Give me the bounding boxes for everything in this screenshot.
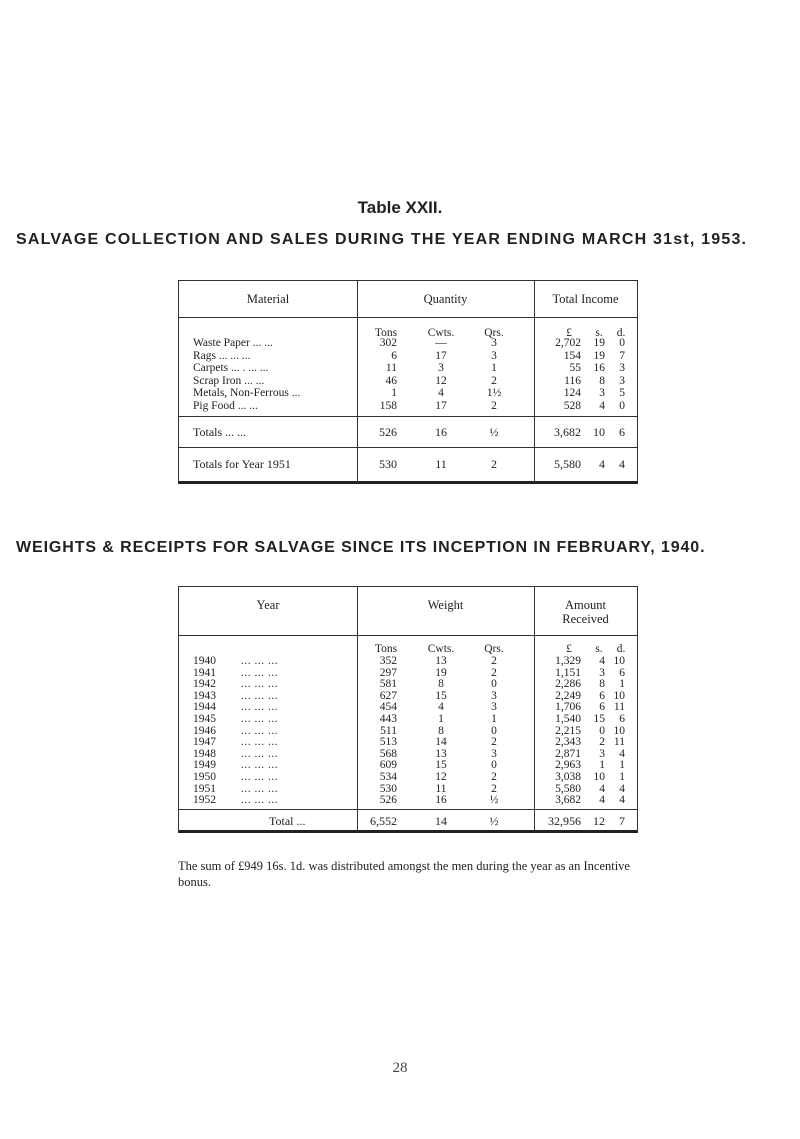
row-material: Carpets ... . ... ... [193, 362, 269, 374]
unit-shillings: s. [595, 643, 603, 655]
row-dots: ... ... ... [241, 689, 279, 702]
row-pounds: 3,682 [555, 794, 581, 807]
row-shillings: 6 [599, 689, 605, 702]
row-qrs: 2 [491, 666, 497, 679]
row-year: 1949 [193, 759, 216, 772]
totals-qrs: ½ [489, 425, 499, 439]
unit-pounds: £ [566, 327, 572, 339]
row-cwts: 17 [435, 399, 447, 412]
row-dots: ... ... ... [241, 771, 279, 783]
row-qrs: 0 [491, 724, 497, 737]
row-shillings: 4 [599, 782, 605, 795]
row-pence: 1 [619, 759, 625, 772]
row-cwts: 13 [435, 747, 447, 760]
header-quantity: Quantity [423, 292, 468, 306]
row-dots: ... ... ... [241, 724, 279, 737]
row-cwts: 11 [435, 782, 447, 795]
totals-pence: 6 [619, 425, 625, 439]
row-pence: 6 [619, 713, 625, 725]
row-pounds: 2,343 [555, 736, 581, 749]
row-cwts: 4 [438, 387, 444, 399]
row-shillings: 8 [599, 678, 605, 691]
header-amount-line1: Amount [565, 598, 606, 612]
row-cwts: — [435, 337, 447, 349]
row-cwts: 16 [435, 794, 447, 807]
row-tons: 6 [391, 349, 397, 362]
row-cwts: 15 [435, 759, 447, 772]
row-year: 1951 [193, 782, 216, 795]
row-qrs: 3 [491, 337, 497, 349]
row-tons: 526 [379, 794, 397, 807]
totals-1951-shillings: 4 [599, 457, 605, 471]
totals-cwts: 16 [435, 425, 447, 439]
row-year: 1952 [193, 794, 216, 807]
row-shillings: 6 [599, 701, 605, 714]
row-pence: 5 [619, 387, 625, 399]
row-shillings: 10 [593, 771, 605, 783]
row-tons: 568 [379, 747, 397, 760]
table-title: Table XXII. [357, 198, 443, 217]
row-pounds: 124 [563, 387, 581, 399]
row-pounds: 2,249 [555, 689, 581, 702]
row-pence: 1 [619, 678, 625, 691]
row-shillings: 8 [599, 374, 605, 387]
row-shillings: 1 [599, 759, 605, 772]
row-material: Waste Paper ... ... [193, 337, 273, 349]
row-dots: ... ... ... [241, 666, 279, 679]
row-material: Rags ... ... ... [193, 349, 251, 362]
totals-tons: 526 [379, 425, 397, 439]
row-cwts: 3 [438, 362, 444, 374]
row-tons: 46 [385, 374, 397, 387]
row-qrs: 2 [491, 655, 497, 667]
row-shillings: 3 [599, 666, 605, 679]
row-qrs: 2 [491, 736, 497, 749]
row-pence: 1 [619, 771, 625, 783]
row-shillings: 3 [599, 747, 605, 760]
row-dots: ... ... ... [241, 655, 279, 667]
unit-qrs: Qrs. [484, 643, 504, 655]
section-heading-weights-receipts: WEIGHTS & RECEIPTS FOR SALVAGE SINCE ITS INCEPTION IN FEBRUARY, 1940. [16, 539, 706, 556]
row-cwts: 4 [438, 701, 444, 714]
row-tons: 443 [379, 713, 397, 725]
row-year: 1948 [193, 747, 216, 760]
row-shillings: 15 [593, 713, 605, 725]
row-pence: 0 [619, 399, 625, 412]
row-pounds: 116 [564, 374, 581, 387]
weights-receipts-table [178, 586, 638, 833]
table-row [179, 793, 637, 807]
row-dots: ... ... ... [241, 747, 279, 760]
totals-1951-pence: 4 [619, 457, 625, 471]
row-pounds: 5,580 [555, 782, 581, 795]
row-pence: 10 [613, 689, 625, 702]
row-pence: 11 [613, 736, 625, 749]
row-pounds: 528 [563, 399, 581, 412]
unit-pence: d. [616, 643, 626, 655]
totals-1951-label: Totals for Year 1951 [193, 457, 291, 471]
row-cwts: 12 [435, 374, 447, 387]
row-pence: 4 [619, 747, 625, 760]
row-tons: 1 [391, 387, 397, 399]
grand-total-label: Total ... [269, 814, 306, 828]
footnote: The sum of £949 16s. 1d. was distributed amongst the men during the year as an Incentive bonus. [178, 859, 630, 889]
grand-total-shillings: 12 [593, 814, 605, 828]
row-pence: 10 [613, 655, 625, 667]
totals-1951-row [179, 457, 637, 471]
row-pounds: 55 [569, 362, 581, 374]
row-shillings: 16 [593, 362, 605, 374]
salvage-collection-table [178, 280, 638, 484]
row-pence: 7 [619, 349, 625, 362]
row-year: 1945 [193, 713, 216, 725]
row-cwts: 8 [438, 724, 444, 737]
grand-total-qrs: ½ [489, 814, 499, 828]
row-year: 1947 [193, 736, 216, 749]
row-material: Scrap Iron ... ... [193, 374, 265, 387]
row-tons: 11 [385, 362, 397, 374]
totals-1951-qrs: 2 [491, 457, 497, 471]
totals-row [179, 425, 637, 439]
row-qrs: 1 [491, 362, 497, 374]
row-year: 1942 [193, 678, 216, 691]
totals-1951-cwts: 11 [435, 457, 447, 471]
row-shillings: 19 [593, 349, 605, 362]
row-tons: 511 [380, 724, 397, 737]
row-cwts: 12 [435, 771, 447, 783]
totals-label: Totals ... ... [193, 425, 247, 439]
row-dots: ... ... ... [241, 713, 279, 725]
row-dots: ... ... ... [241, 782, 279, 795]
row-pence: 6 [619, 666, 625, 679]
unit-cwts: Cwts. [427, 327, 455, 339]
row-shillings: 4 [599, 794, 605, 807]
row-material: Metals, Non-Ferrous ... [193, 387, 301, 399]
header-amount [534, 598, 637, 626]
row-qrs: 3 [491, 701, 497, 714]
row-cwts: 17 [435, 349, 447, 362]
row-tons: 158 [379, 399, 397, 412]
row-tons: 513 [379, 736, 397, 749]
row-pounds: 1,540 [555, 713, 581, 725]
row-tons: 534 [379, 771, 397, 783]
row-qrs: 1 [491, 713, 497, 725]
row-tons: 627 [379, 689, 397, 702]
unit-tons: Tons [374, 643, 398, 655]
grand-total-pounds: 32,956 [548, 814, 581, 828]
row-tons: 581 [379, 678, 397, 691]
totals-pounds: 3,682 [554, 425, 581, 439]
row-shillings: 0 [599, 724, 605, 737]
row-pounds: 1,329 [555, 655, 581, 667]
row-cwts: 1 [438, 713, 444, 725]
row-shillings: 19 [593, 337, 605, 349]
row-tons: 302 [379, 337, 397, 349]
totals-1951-pounds: 5,580 [554, 457, 581, 471]
unit-tons: Tons [374, 327, 398, 339]
row-pounds: 3,038 [555, 771, 581, 783]
totals-1951-tons: 530 [379, 457, 397, 471]
unit-cwts: Cwts. [427, 643, 455, 655]
grand-total-cwts: 14 [435, 814, 447, 828]
row-cwts: 19 [435, 666, 447, 679]
row-cwts: 14 [435, 736, 447, 749]
row-qrs: 0 [491, 759, 497, 772]
section-heading-salvage-collection: SALVAGE COLLECTION AND SALES DURING THE YEAR ENDING MARCH 31st, 1953. [16, 231, 748, 248]
row-year: 1940 [193, 655, 216, 667]
header-amount-line2: Received [562, 612, 609, 626]
unit-pence: d. [616, 327, 626, 339]
row-tons: 530 [379, 782, 397, 795]
grand-total-tons: 6,552 [370, 814, 397, 828]
row-year: 1943 [193, 689, 216, 702]
row-qrs: 2 [491, 771, 497, 783]
row-qrs: 2 [491, 399, 497, 412]
row-dots: ... ... ... [241, 678, 279, 691]
row-pounds: 2,215 [555, 724, 581, 737]
row-year: 1950 [193, 771, 216, 783]
row-dots: ... ... ... [241, 701, 279, 714]
row-material: Pig Food ... ... [193, 399, 258, 412]
row-qrs: 3 [491, 689, 497, 702]
row-pence: 3 [619, 362, 625, 374]
row-qrs: 2 [491, 782, 497, 795]
row-pence: 3 [619, 374, 625, 387]
row-pence: 4 [619, 794, 625, 807]
row-pounds: 2,963 [555, 759, 581, 772]
unit-qrs: Qrs. [484, 327, 504, 339]
row-pence: 11 [613, 701, 625, 714]
unit-shillings: s. [595, 327, 603, 339]
row-shillings: 2 [599, 736, 605, 749]
row-qrs: ½ [489, 794, 499, 807]
row-shillings: 4 [599, 399, 605, 412]
row-qrs: 3 [491, 747, 497, 760]
header-material: Material [246, 292, 290, 306]
row-pounds: 154 [563, 349, 581, 362]
row-pounds: 2,286 [555, 678, 581, 691]
row-tons: 352 [379, 655, 397, 667]
row-cwts: 15 [435, 689, 447, 702]
row-pounds: 1,706 [555, 701, 581, 714]
row-pounds: 1,151 [555, 666, 581, 679]
row-dots: ... ... ... [241, 759, 279, 772]
unit-pounds: £ [566, 643, 572, 655]
row-year: 1946 [193, 724, 216, 737]
row-year: 1941 [193, 666, 216, 679]
row-cwts: 8 [438, 678, 444, 691]
header-year: Year [256, 598, 280, 612]
row-pence: 0 [619, 337, 625, 349]
row-pounds: 2,871 [555, 747, 581, 760]
row-qrs: 0 [491, 678, 497, 691]
totals-shillings: 10 [593, 425, 605, 439]
grand-total-row [179, 814, 637, 828]
row-pence: 10 [613, 724, 625, 737]
row-qrs: 2 [491, 374, 497, 387]
row-pounds: 2,702 [555, 337, 581, 349]
row-tons: 609 [379, 759, 397, 772]
header-total-income: Total Income [552, 292, 619, 306]
row-pence: 4 [619, 782, 625, 795]
header-weight: Weight [427, 598, 464, 612]
row-qrs: 3 [491, 349, 497, 362]
row-tons: 454 [379, 701, 397, 714]
row-tons: 297 [379, 666, 397, 679]
row-qrs: 1½ [486, 387, 502, 399]
row-cwts: 13 [435, 655, 447, 667]
row-shillings: 4 [599, 655, 605, 667]
row-year: 1944 [193, 701, 216, 714]
grand-total-pence: 7 [619, 814, 625, 828]
row-dots: ... ... ... [241, 736, 279, 749]
row-dots: ... ... ... [241, 794, 279, 807]
table-row [179, 399, 637, 413]
page-number: 28 [392, 1060, 408, 1076]
row-shillings: 3 [599, 387, 605, 399]
